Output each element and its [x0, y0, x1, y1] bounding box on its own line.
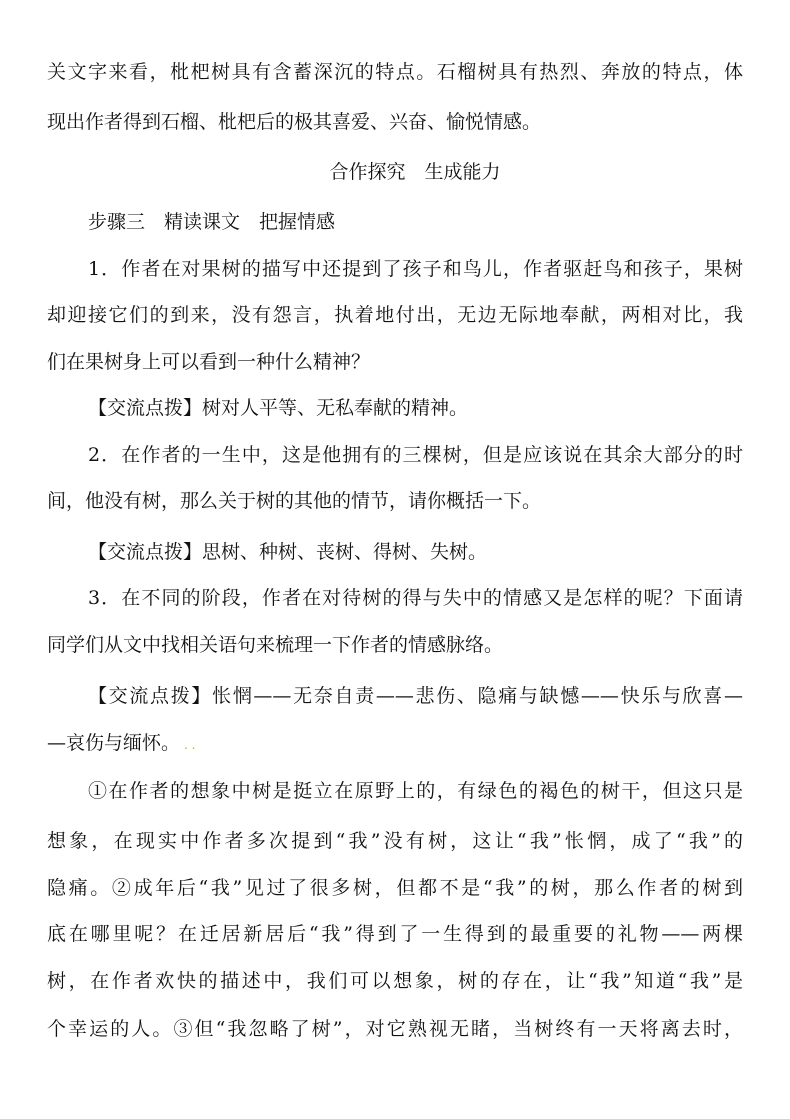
answer-3-line-2 [47, 728, 743, 758]
question-1-line-2: 却迎接它们的到来，没有怨言，执着地付出，无边无际地奉献，两相对比，我 [47, 304, 743, 326]
section-heading: 合作探究 生成能力 [329, 161, 501, 183]
paragraph-line-2: 想象，在现实中作者多次提到“我”没有树，这让“我”怅惘，成了“我”的 [47, 830, 743, 852]
answer-2: 【交流点拨】思树、种树、丧树、得树、失树。 [88, 541, 488, 563]
stray-mark: . . [184, 738, 196, 752]
step-heading: 步骤三 精读课文 把握情感 [88, 211, 336, 233]
answer-3-line-1: 【交流点拨】怅惘——无奈自责——悲伤、隐痛与缺憾——快乐与欣喜— [88, 685, 743, 707]
answer-3-line-2-text: —哀伤与缅怀。 [47, 732, 181, 754]
question-2-line-2: 间，他没有树，那么关于树的其他的情节，请你概括一下。 [47, 490, 542, 512]
paragraph-line-1: ①在作者的想象中树是挺立在原野上的，有绿色的褐色的树干，但这只是 [88, 780, 743, 802]
question-2-line-1: 2．在作者的一生中，这是他拥有的三棵树，但是应该说在其余大部分的时 [88, 444, 743, 466]
question-3-line-1: 3．在不同的阶段，作者在对待树的得与失中的情感又是怎样的呢？下面请 [88, 587, 743, 609]
question-1-line-3: 们在果树身上可以看到一种什么精神？ [47, 351, 371, 373]
question-1-line-1: 1．作者在对果树的描写中还提到了孩子和鸟儿，作者驱赶鸟和孩子，果树 [88, 258, 743, 280]
paragraph-line-4: 底在哪里呢？在迁居新居后“我”得到了一生得到的最重要的礼物——两棵 [47, 923, 743, 945]
paragraph-line-5: 树，在作者欢快的描述中，我们可以想象，树的存在，让“我”知道“我”是 [47, 970, 743, 992]
answer-1: 【交流点拨】树对人平等、无私奉献的精神。 [88, 397, 469, 419]
text-line-1: 关文字来看，枇杷树具有含蓄深沉的特点。石榴树具有热烈、奔放的特点，体 [47, 61, 743, 83]
paragraph-line-3: 隐痛。②成年后“我”见过了很多树，但都不是“我”的树，那么作者的树到 [47, 877, 743, 899]
text-line-2: 现出作者得到石榴、枇杷后的极其喜爱、兴奋、愉悦情感。 [47, 111, 542, 133]
question-3-line-2: 同学们从文中找相关语句来梳理一下作者的情感脉络。 [47, 634, 504, 656]
paragraph-line-6: 个幸运的人。③但“我忽略了树”，对它熟视无睹，当树终有一天将离去时， [47, 1018, 743, 1040]
